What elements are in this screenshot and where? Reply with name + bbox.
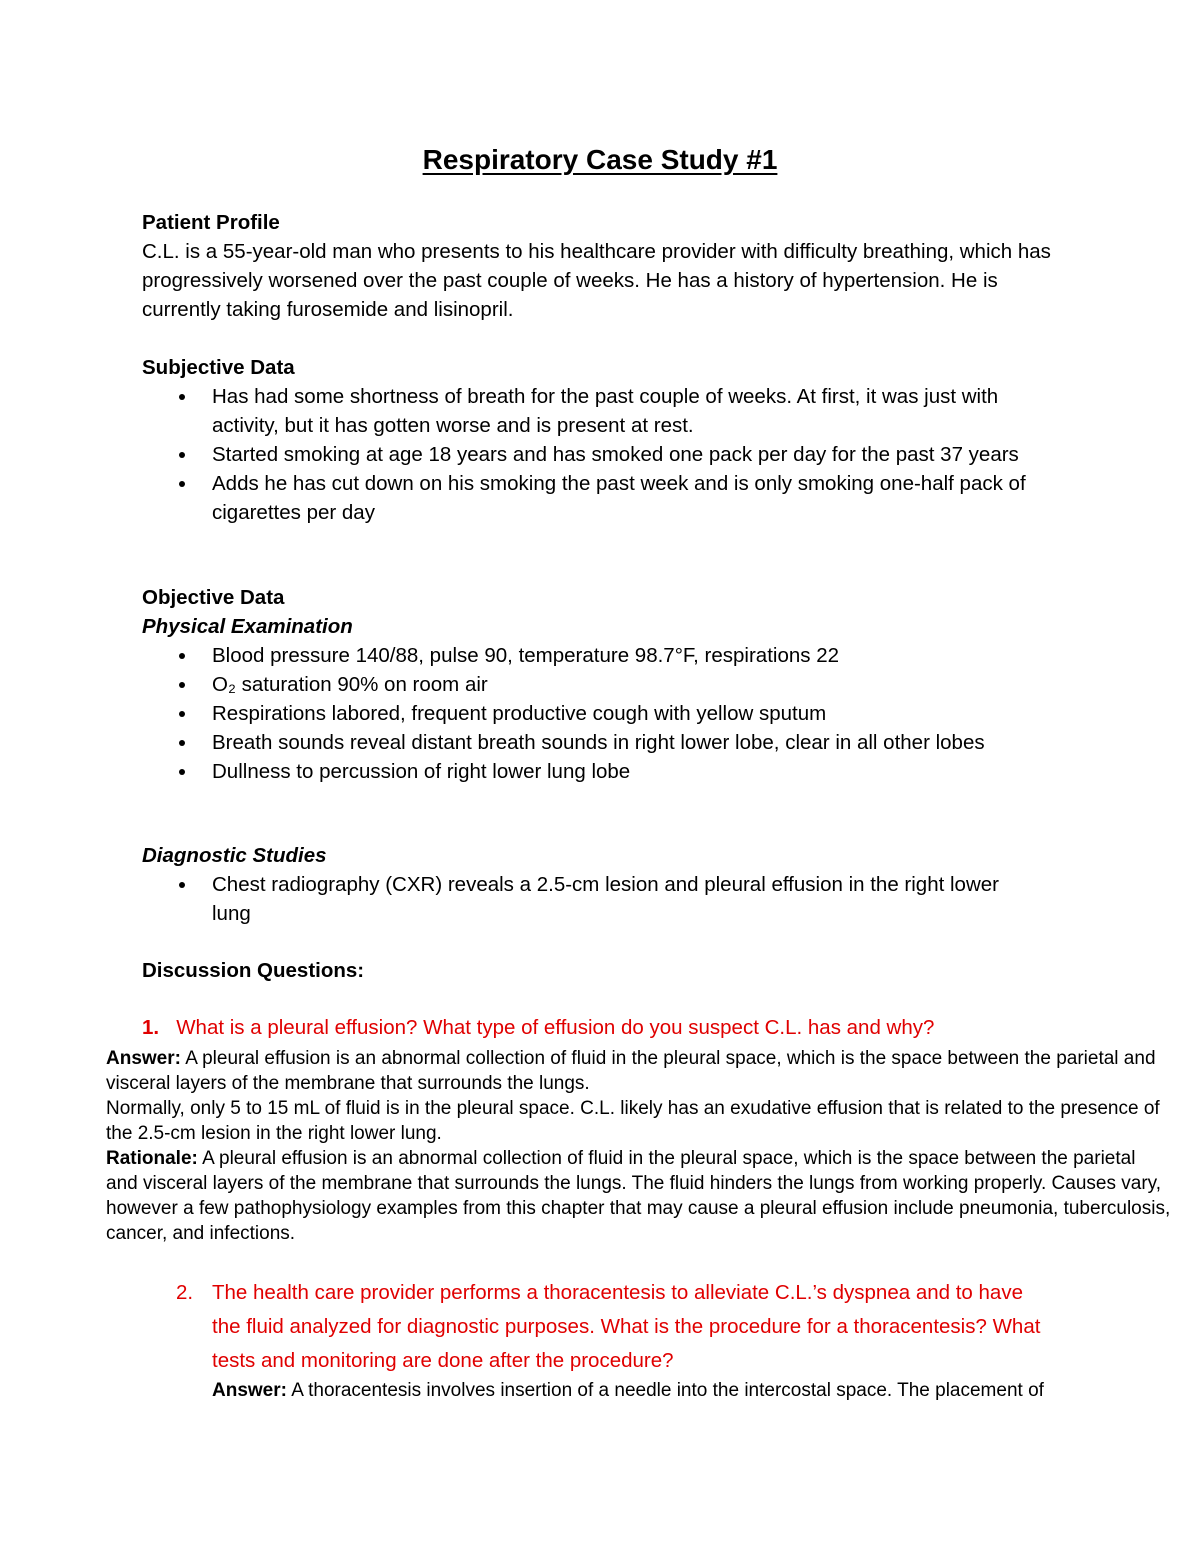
objective-list (142, 641, 1072, 786)
answer-1-text: A pleural effusion is an abnormal collection of fluid in the pleural space, which is the space between the parietal and visceral layers of the membrane that surrounds the lungs. (106, 1048, 1156, 1094)
objective-heading: Objective Data (142, 586, 285, 609)
discussion-heading: Discussion Questions: (142, 959, 365, 982)
patient-profile-heading: Patient Profile (142, 211, 280, 234)
list-item: Has had some shortness of breath for the past couple of weeks. At first, it was just with activity, but it has gotten worse and is present at rest. (142, 382, 1047, 440)
objective-section (142, 583, 1072, 786)
subjective-heading: Subjective Data (142, 356, 295, 379)
page-title: Respiratory Case Study #1 (422, 144, 778, 175)
answer-1-text2: Normally, only 5 to 15 mL of fluid is in the pleural space. C.L. likely has an exudative effusion that is related to the presence of the 2.5-cm lesion in the right lower lung. (106, 1098, 1160, 1144)
list-item: Chest radiography (CXR) reveals a 2.5-cm lesion and pleural effusion in the right lower lung (142, 870, 1022, 928)
patient-profile-text: C.L. is a 55-year-old man who presents to his healthcare provider with difficulty breathing, which has progressively worsened over the past couple of weeks. He has a history of hypertension. He is currently taking furosemide and lisinopril. (142, 240, 1051, 321)
diagnostic-heading: Diagnostic Studies (142, 844, 327, 867)
list-item: Started smoking at age 18 years and has smoked one pack per day for the past 37 years (142, 440, 1047, 469)
list-item: Adds he has cut down on his smoking the past week and is only smoking one-half pack of cigarettes per day (142, 469, 1047, 527)
answer-2-text: A thoracentesis involves insertion of a needle into the intercostal space. The placement of (291, 1380, 1044, 1401)
patient-profile-section (142, 208, 1072, 324)
rationale-1-text: A pleural effusion is an abnormal collection of fluid in the pleural space, which is the space between the parietal and visceral layers of the membrane that surrounds the lungs. The fluid hinders the lungs from working properly. Causes vary, however a few pathophysiology examples from this chapter that may cause a pleural effusion include pneumonia, tuberculosis, cancer, and infections. (106, 1148, 1171, 1244)
question-2-text: The health care provider performs a thoracentesis to alleviate C.L.’s dyspnea and to have the fluid analyzed for diagnostic purposes. What is the procedure for a thoracentesis? What tests and monitoring are done after the procedure? (212, 1281, 1041, 1372)
list-item: Dullness to percussion of right lower lung lobe (142, 757, 1072, 786)
list-item: Respirations labored, frequent productive cough with yellow sputum (142, 699, 1072, 728)
question-2 (176, 1276, 1116, 1378)
diagnostic-section (142, 841, 1072, 928)
rationale-1-paragraph (106, 1146, 1171, 1246)
answer-1 (106, 1046, 1171, 1246)
answer-1-paragraph (106, 1046, 1171, 1096)
answer-2 (212, 1378, 1172, 1404)
list-item: Blood pressure 140/88, pulse 90, temperature 98.7°F, respirations 22 (142, 641, 1072, 670)
diagnostic-list (142, 870, 1072, 928)
physical-exam-subheading: Physical Examination (142, 615, 353, 638)
answer-1-label: Answer: (106, 1048, 181, 1069)
question-1-text: What is a pleural effusion? What type of effusion do you suspect C.L. has and why? (176, 1016, 935, 1039)
question-1 (142, 1013, 1142, 1042)
answer-2-label: Answer: (212, 1380, 287, 1401)
rationale-1-label: Rationale: (106, 1148, 198, 1169)
question-2-number: 2. (176, 1281, 194, 1304)
subjective-list (142, 382, 1072, 527)
list-item: Breath sounds reveal distant breath sounds in right lower lobe, clear in all other lobes (142, 728, 1022, 757)
discussion-section (142, 956, 1072, 985)
subjective-section (142, 353, 1072, 527)
question-1-number: 1. (142, 1016, 160, 1039)
list-item: O₂ saturation 90% on room air (142, 670, 1072, 699)
